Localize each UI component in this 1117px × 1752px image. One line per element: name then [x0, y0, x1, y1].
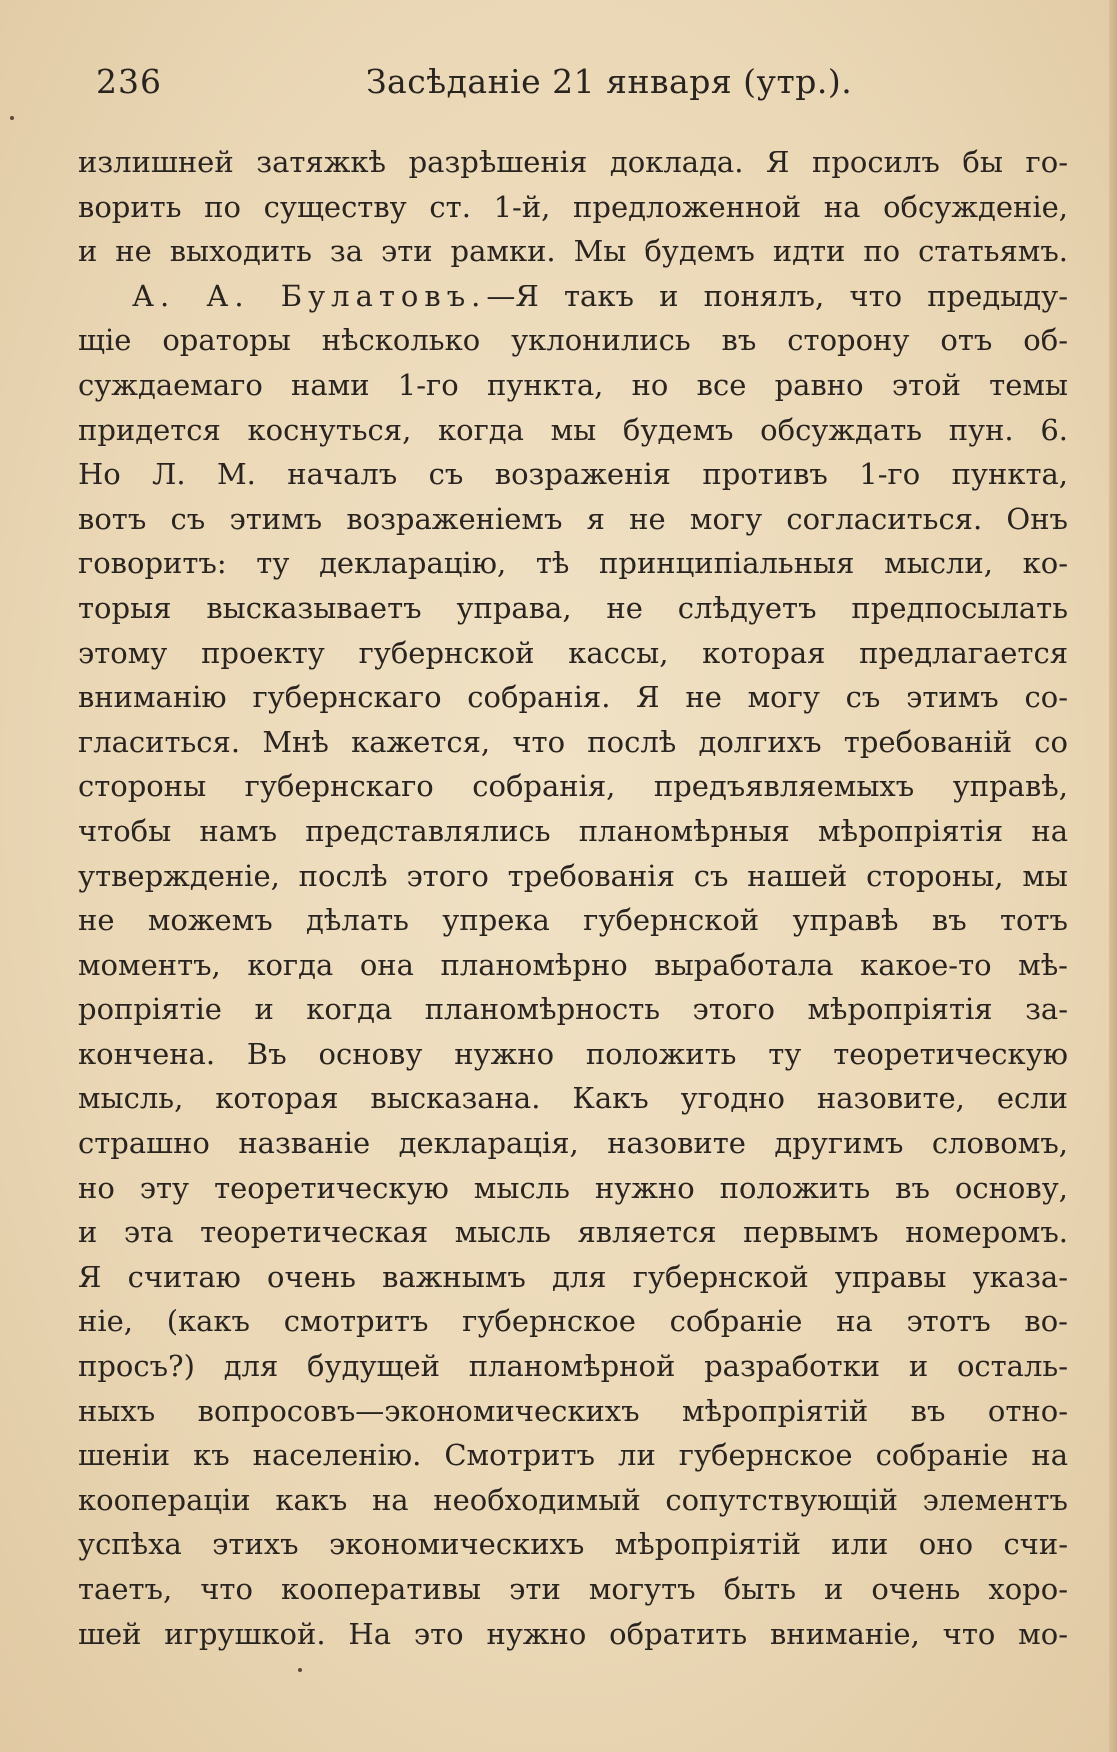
text-line: таетъ, что кооперативы эти могутъ быть и очень хоро-	[78, 1572, 1068, 1606]
text-line: ніе, (какъ смотритъ губернское собраніе на этотъ во-	[78, 1304, 1068, 1339]
text-line: успѣха этихъ экономическихъ мѣропріятій или оно счи-	[78, 1527, 1068, 1562]
speaker-name: А. А. Булатовъ.	[132, 278, 487, 313]
speaker-text: —Я такъ и понялъ, что предыду-	[486, 278, 1068, 313]
text-line: Но Л. М. началъ съ возраженія противъ 1-го пункта,	[78, 457, 1068, 492]
text-line: ворить по существу ст. 1-й, предложенной на обсужденіе,	[78, 189, 1068, 224]
text-line: кончена. Въ основу нужно положить ту теоретическую	[78, 1036, 1068, 1071]
text-line: не можемъ дѣлать упрека губернской управѣ въ тотъ	[78, 903, 1068, 938]
text-line: вотъ съ этимъ возраженіемъ я не могу согласиться. Онъ	[78, 501, 1068, 536]
text-line: торыя высказываетъ управа, не слѣдуетъ предпосылать	[78, 590, 1068, 625]
text-line: гласиться. Мнѣ кажется, что послѣ долгихъ требованій со	[78, 724, 1068, 759]
page-edge	[1109, 0, 1117, 1752]
text-line: моментъ, когда она планомѣрно выработала какое-то мѣ-	[78, 947, 1068, 982]
body-text	[78, 140, 1068, 1656]
page-header	[96, 62, 1052, 112]
text-line: и не выходить за эти рамки. Мы будемъ идти по статьямъ.	[78, 234, 1068, 269]
text-line: и эта теоретическая мысль является первымъ номеромъ.	[78, 1215, 1068, 1250]
text-line: но эту теоретическую мысль нужно положить въ основу,	[78, 1170, 1068, 1205]
text-line: чтобы намъ представлялись планомѣрныя мѣропріятія на	[78, 813, 1068, 848]
text-line: этому проекту губернской кассы, которая предлагается	[78, 635, 1068, 670]
text-line: шей игрушкой. На это нужно обратить вниманіе, что мо-	[78, 1616, 1068, 1651]
text-line: суждаемаго нами 1-го пункта, но все равно этой темы	[78, 367, 1068, 402]
ink-speck	[298, 1668, 302, 1672]
page-number: 236	[96, 62, 162, 101]
text-line: Я считаю очень важнымъ для губернской управы указа-	[78, 1259, 1068, 1294]
text-line: шеніи къ населенію. Смотритъ ли губернское собраніе на	[78, 1438, 1068, 1473]
text-line: вниманію губернскаго собранія. Я не могу съ этимъ со-	[78, 680, 1068, 715]
text-line: коопераціи какъ на необходимый сопутствующій элементъ	[78, 1482, 1068, 1517]
text-line: говоритъ: ту декларацію, тѣ принципіальныя мысли, ко-	[78, 546, 1068, 581]
text-line: щіе ораторы нѣсколько уклонились въ сторону отъ об-	[78, 323, 1068, 358]
text-line: ропріятіе и когда планомѣрность этого мѣропріятія за-	[78, 992, 1068, 1027]
text-line: мысль, которая высказана. Какъ угодно назовите, если	[78, 1081, 1068, 1116]
text-line: ныхъ вопросовъ—экономическихъ мѣропріятій въ отно-	[78, 1393, 1068, 1428]
text-line: придется коснуться, когда мы будемъ обсуждать пун. 6.	[78, 412, 1068, 447]
text-line: страшно названіе декларація, назовите другимъ словомъ,	[78, 1126, 1068, 1161]
text-line: излишней затяжкѣ разрѣшенія доклада. Я просилъ бы го-	[78, 145, 1068, 179]
text-line: стороны губернскаго собранія, предъявляемыхъ управѣ,	[78, 769, 1068, 804]
text-line: утвержденіе, послѣ этого требованія съ нашей стороны, мы	[78, 858, 1068, 893]
running-head: Засѣданіе 21 января (утр.).	[366, 62, 853, 101]
text-line: просъ?) для будущей планомѣрной разработки и осталь-	[78, 1349, 1068, 1384]
ink-speck	[10, 116, 14, 120]
speaker-line	[78, 274, 1068, 319]
